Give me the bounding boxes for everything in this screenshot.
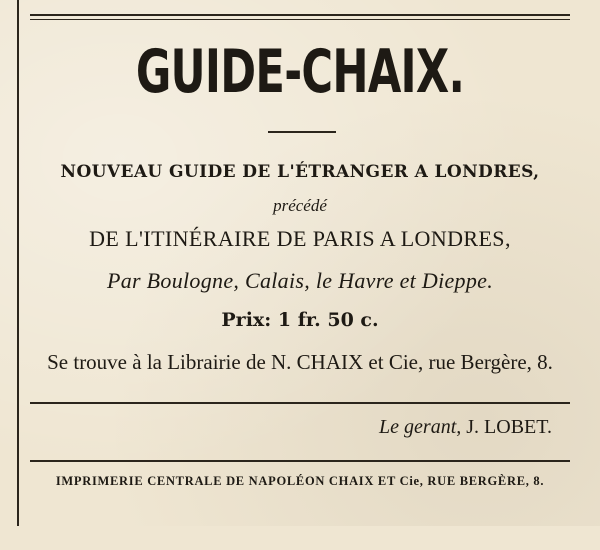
top-rule-thin: [30, 19, 570, 20]
top-rule: [30, 14, 570, 16]
availability-line: Se trouve à la Librairie de N. CHAIX et Cie, rue Bergère, 8.: [47, 350, 553, 374]
column-border: [17, 0, 19, 526]
printer-imprint: IMPRIMERIE CENTRALE DE NAPOLÉON CHAIX ET Cie, RUE BERGÈRE, 8.: [55, 474, 545, 488]
page-title: GUIDE-CHAIX.: [135, 37, 465, 107]
signature-rule: [30, 402, 570, 404]
route-line: Par Boulogne, Calais, le Havre et Dieppe.: [106, 268, 494, 293]
preceded-label: précédé: [273, 196, 327, 215]
signature-label: Le gerant,: [379, 416, 462, 438]
price-line: Prix: 1 fr. 50 c.: [221, 309, 379, 331]
title-divider: [268, 131, 336, 133]
signature-name: J. LOBET.: [466, 416, 552, 438]
subtitle: NOUVEAU GUIDE DE L'ÉTRANGER A LONDRES,: [60, 162, 540, 182]
footer-rule: [30, 460, 570, 462]
signature: [379, 416, 552, 439]
itinerary-heading: DE L'ITINÉRAIRE DE PARIS A LONDRES,: [89, 226, 511, 251]
